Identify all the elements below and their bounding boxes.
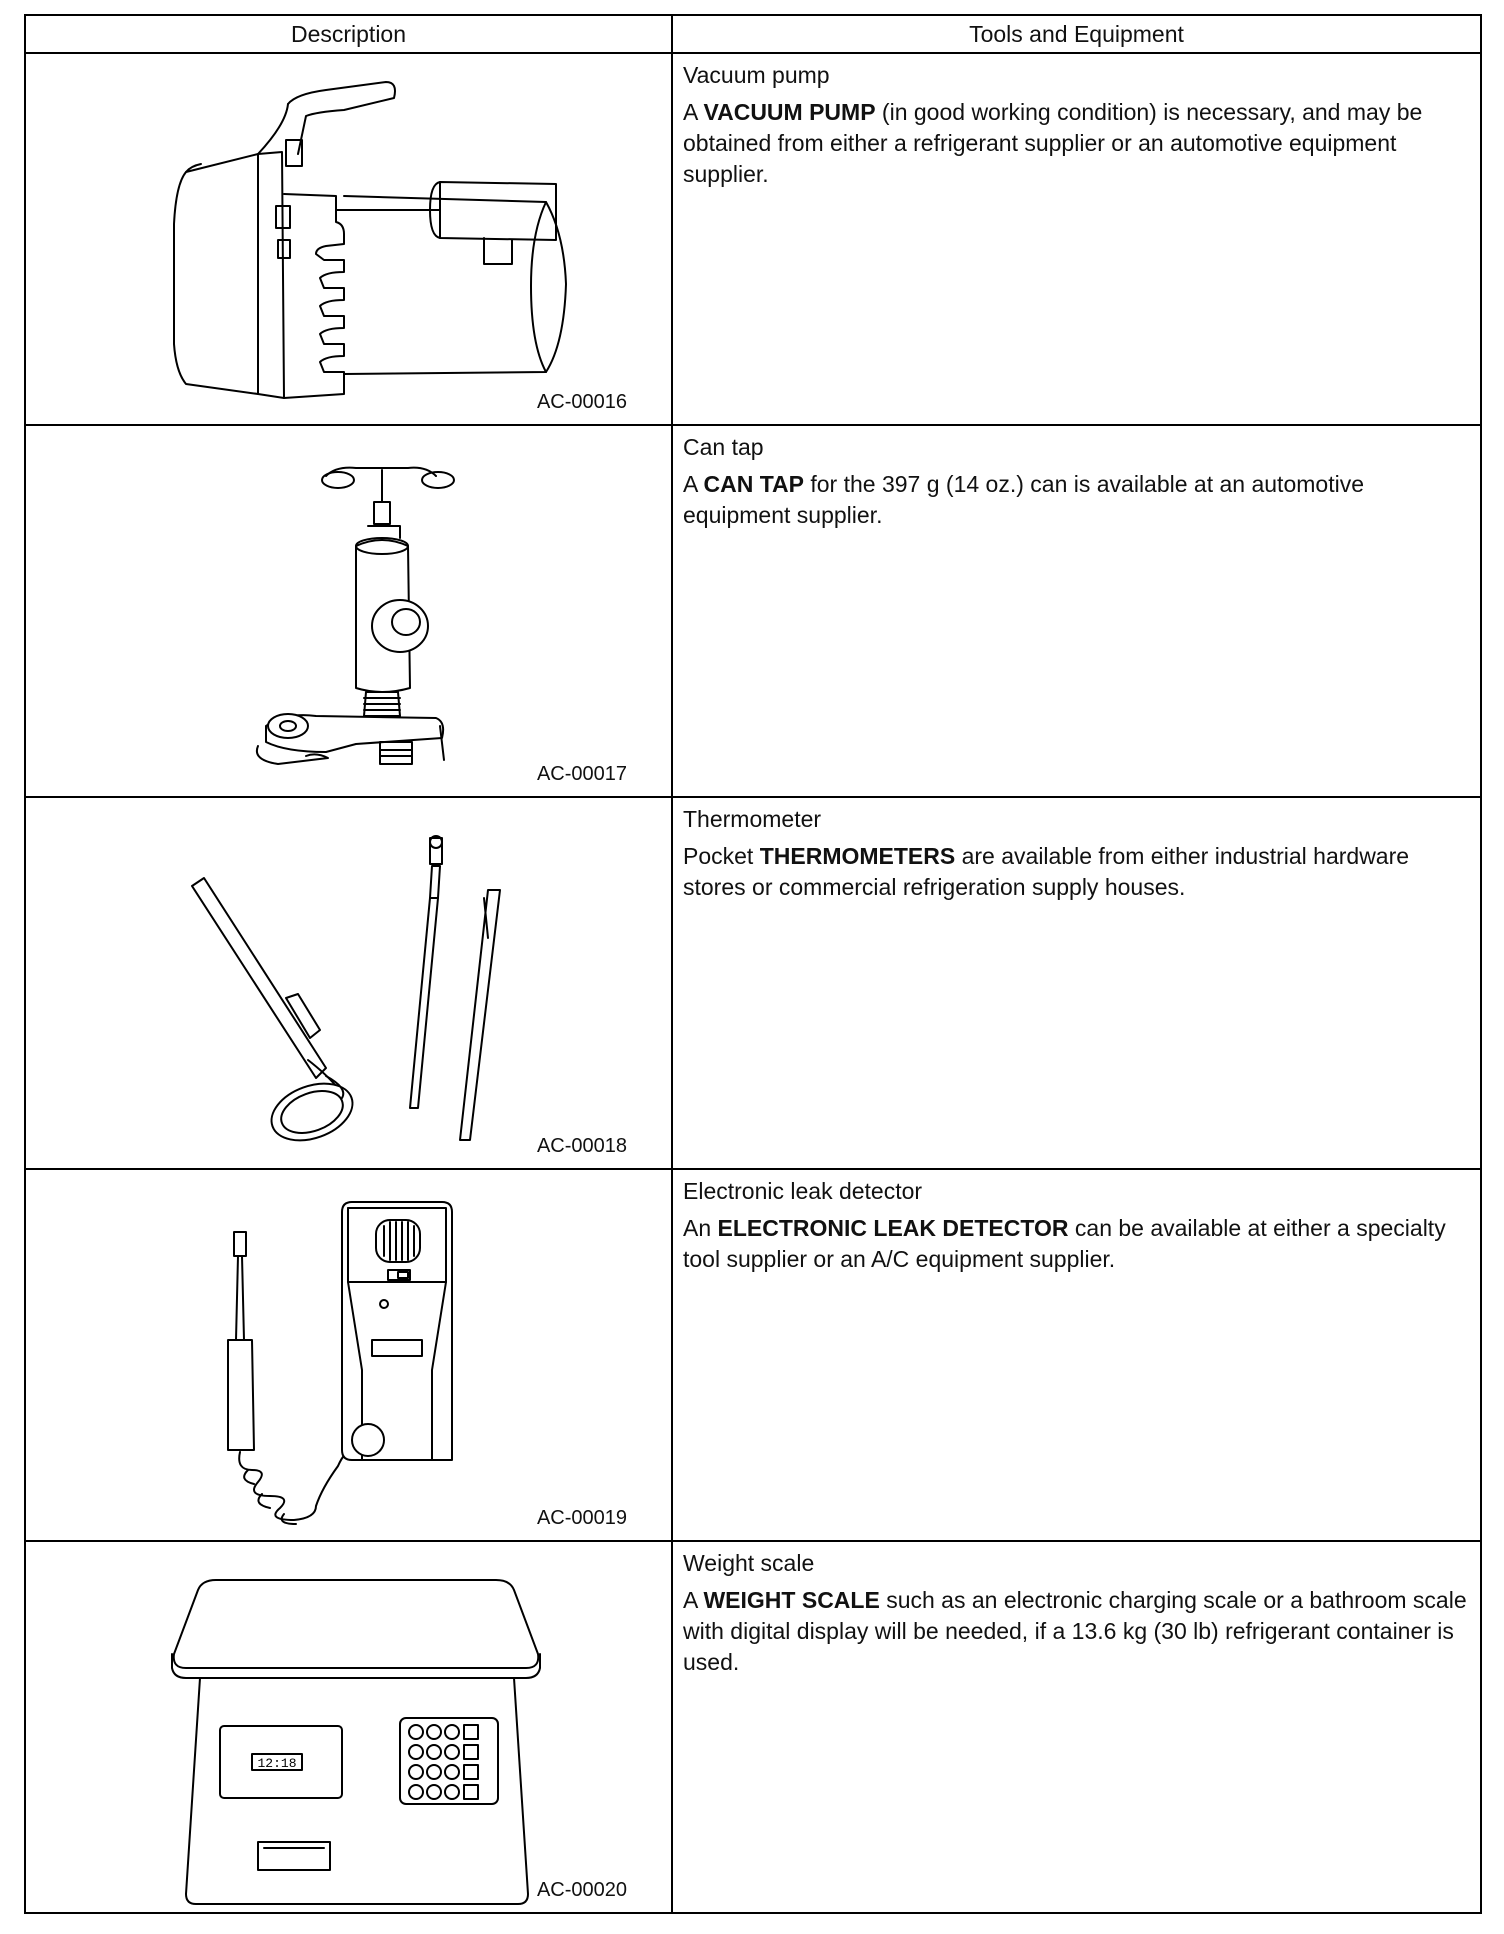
figure-code: AC-00017 [536, 763, 627, 785]
figure-code: AC-00019 [536, 1507, 627, 1529]
tool-title: Weight scale [683, 1550, 815, 1576]
vacuum-pump-illustration [26, 54, 671, 424]
leak-detector-figure [26, 1170, 671, 1540]
vacuum-pump-figure [26, 54, 671, 424]
can-tap-illustration [26, 426, 671, 796]
thermometer-figure [26, 798, 671, 1168]
tool-title: Electronic leak detector [683, 1178, 923, 1204]
can-tap-figure [26, 426, 671, 796]
header-description: Description [25, 15, 672, 53]
tool-description: A WEIGHT SCALE such as an electronic charging scale or a bathroom scale with digital display will be needed, if a 13.6 kg (30 lb) refrigerant container is used. [683, 1587, 1467, 1675]
weight-scale-figure [26, 1542, 671, 1912]
table-row [25, 797, 1481, 1169]
table-row [25, 53, 1481, 425]
tool-title: Thermometer [683, 806, 822, 832]
scale-display-reading: 12:18 [257, 1756, 297, 1771]
tool-description: An ELECTRONIC LEAK DETECTOR can be available at either a specialty tool supplier or an A/C equipment supplier. [683, 1215, 1446, 1272]
tool-description: A VACUUM PUMP (in good working condition) is necessary, and may be obtained from either a refrigerant supplier or an automotive equipment supplier. [683, 99, 1423, 187]
keypad-icon [409, 1725, 478, 1799]
thermometer-illustration [26, 798, 671, 1168]
figure-code: AC-00018 [536, 1135, 627, 1157]
table-row [25, 1541, 1481, 1913]
figure-code: AC-00016 [536, 391, 627, 413]
tool-description: A CAN TAP for the 397 g (14 oz.) can is available at an automotive equipment supplier. [683, 471, 1364, 528]
weight-scale-illustration [26, 1542, 671, 1912]
tool-title: Vacuum pump [683, 62, 830, 88]
table-row [25, 1169, 1481, 1541]
figure-code: AC-00020 [536, 1879, 627, 1901]
tool-title: Can tap [683, 434, 764, 460]
header-tools-and-equipment: Tools and Equipment [672, 15, 1481, 53]
tools-table [24, 14, 1482, 1914]
leak-detector-illustration [26, 1170, 671, 1540]
tool-description: Pocket THERMOMETERS are available from either industrial hardware stores or commercial refrigeration supply houses. [683, 843, 1410, 900]
table-row [25, 425, 1481, 797]
